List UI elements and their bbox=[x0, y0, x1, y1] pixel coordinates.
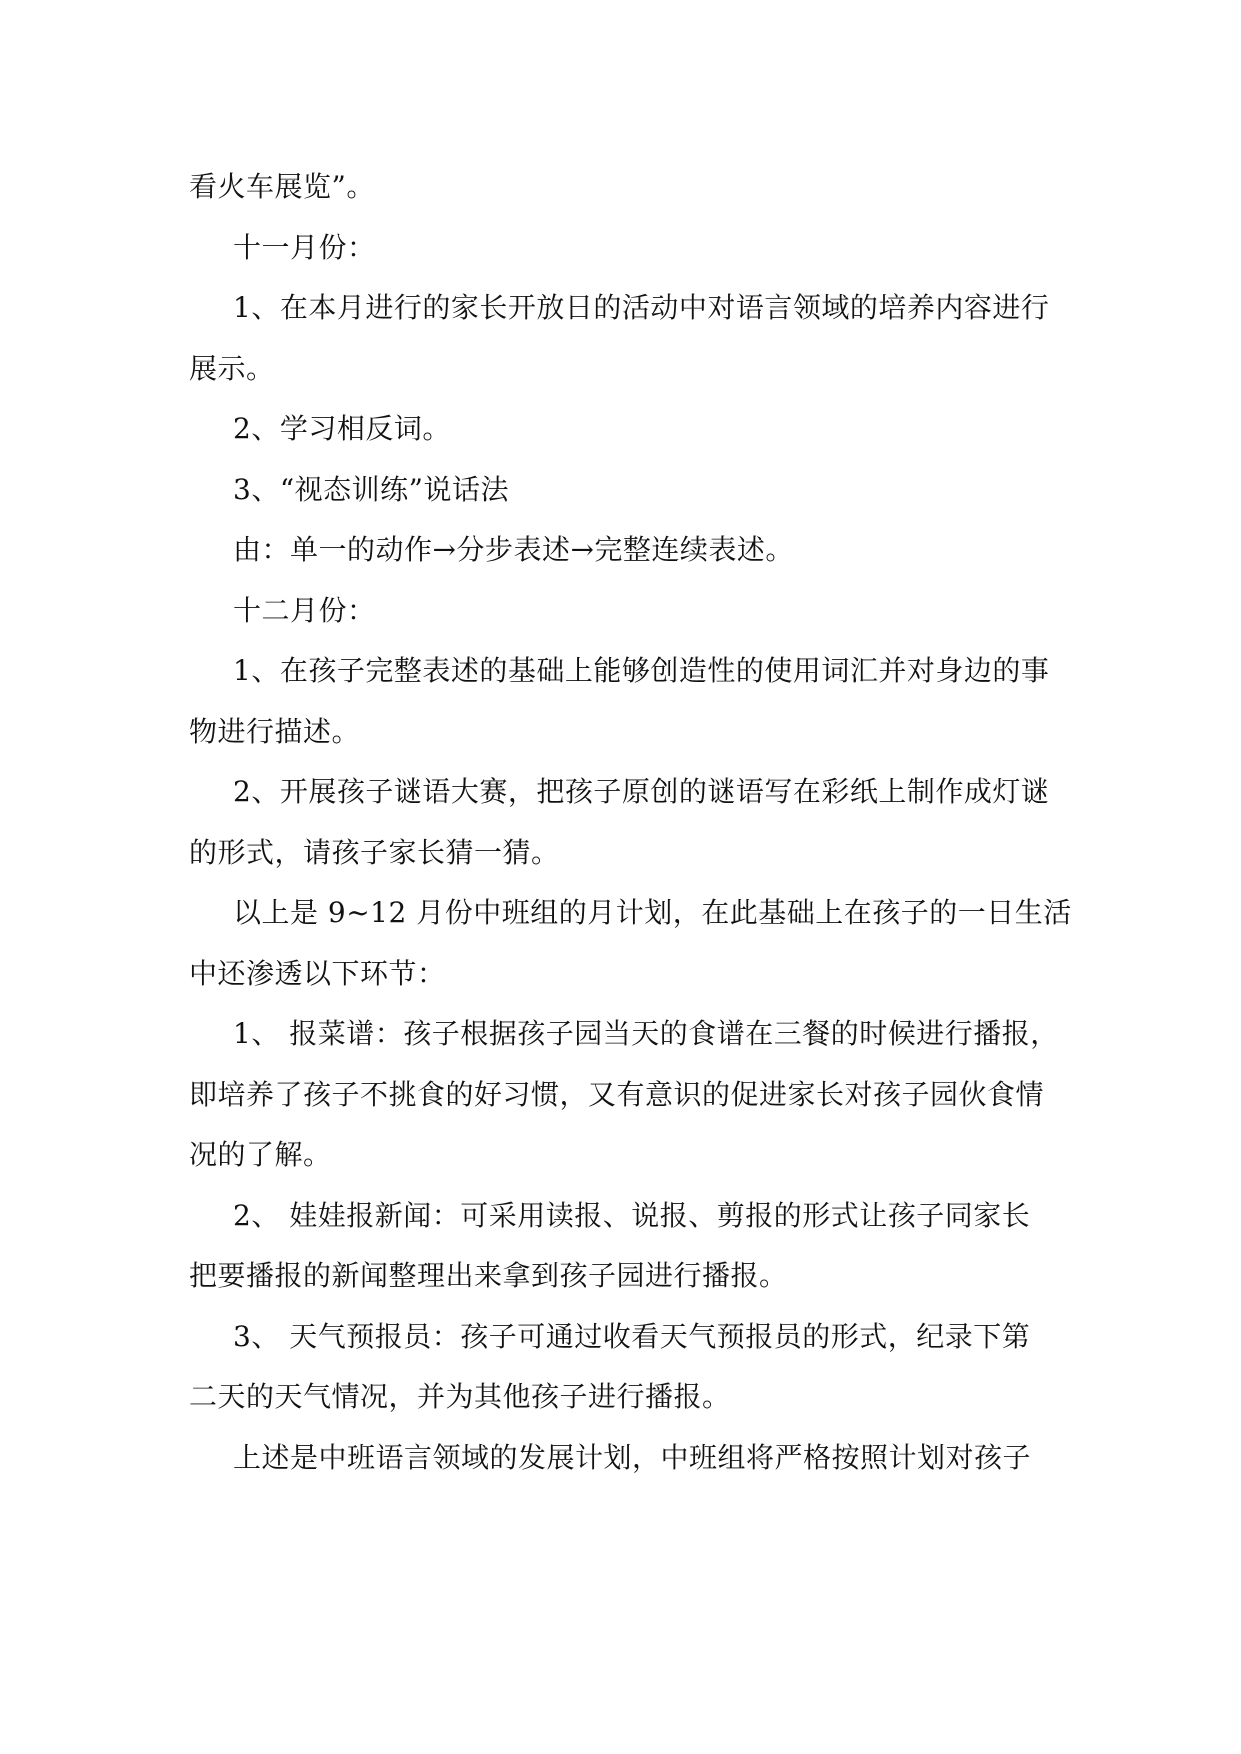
text-line: 的形式，请孩子家长猜一猜。 bbox=[189, 835, 560, 869]
text-line: 2、开展孩子谜语大赛，把孩子原创的谜语写在彩纸上制作成灯谜 bbox=[233, 775, 1050, 808]
text-line: 况的了解。 bbox=[189, 1138, 332, 1171]
text-line: 十二月份： bbox=[233, 593, 376, 627]
text-line: 上述是中班语言领域的发展计划，中班组将严格按照计划对孩子 bbox=[233, 1440, 1032, 1474]
text-line: 3、“视态训练”说话法 bbox=[233, 472, 509, 506]
text-line: 1、在本月进行的家长开放日的活动中对语言领域的培养内容进行 bbox=[233, 291, 1050, 324]
text-line: 物进行描述。 bbox=[189, 714, 361, 748]
text-line: 1、 报菜谱：孩子根据孩子园当天的食谱在三餐的时候进行播报， bbox=[233, 1017, 1059, 1050]
text-line: 以上是 9~12 月份中班组的月计划，在此基础上在孩子的一日生活 bbox=[233, 896, 1072, 929]
text-line: 由：单一的动作→分步表述→完整连续表述。 bbox=[233, 533, 794, 566]
text-line: 展示。 bbox=[189, 351, 275, 385]
text-line: 即培养了孩子不挑食的好习惯，又有意识的促进家长对孩子园伙食情 bbox=[189, 1077, 1045, 1111]
document-body bbox=[189, 157, 1072, 1488]
text-line: 十一月份： bbox=[233, 230, 376, 264]
text-line: 中还渗透以下环节： bbox=[189, 956, 446, 990]
text-line: 二天的天气情况，并为其他孩子进行播报。 bbox=[189, 1380, 731, 1413]
text-line: 2、学习相反词。 bbox=[233, 412, 451, 445]
text-line: 看火车展览”。 bbox=[189, 170, 375, 203]
text-line: 2、 娃娃报新闻：可采用读报、说报、剪报的形式让孩子同家长 bbox=[233, 1198, 1031, 1232]
text-line: 3、 天气预报员：孩子可通过收看天气预报员的形式，纪录下第 bbox=[233, 1319, 1031, 1353]
text-line: 把要播报的新闻整理出来拿到孩子园进行播报。 bbox=[189, 1259, 788, 1292]
text-line: 1、在孩子完整表述的基础上能够创造性的使用词汇并对身边的事 bbox=[233, 654, 1050, 687]
